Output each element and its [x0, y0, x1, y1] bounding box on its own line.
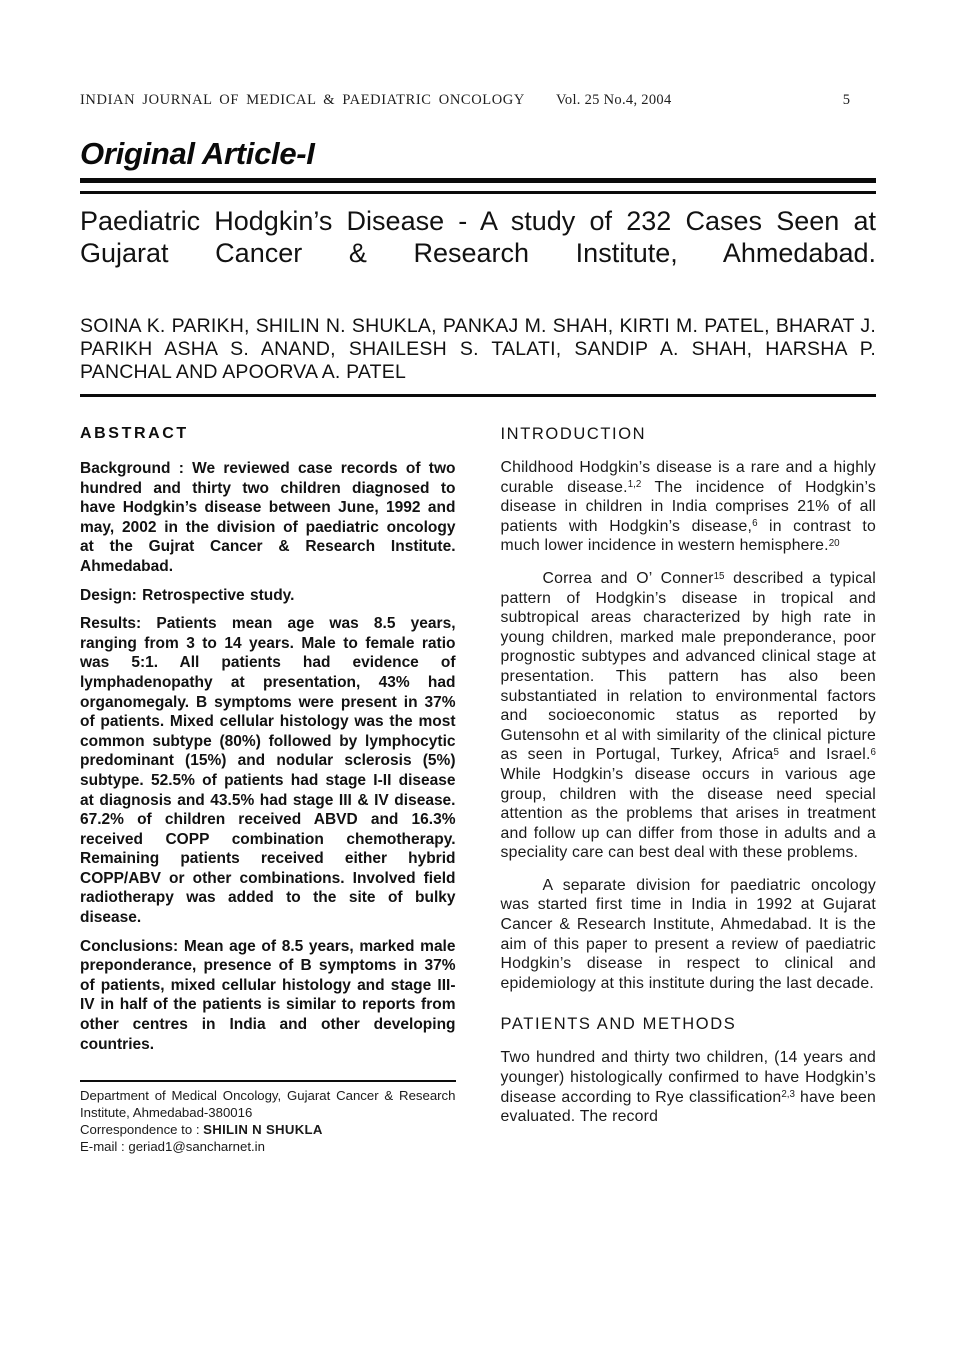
correspondence-line [80, 1122, 456, 1139]
two-column-body [80, 425, 876, 1156]
article-type-heading: Original Article-I [80, 136, 315, 171]
correspondence-name: SHILIN N SHUKLA [203, 1122, 323, 1138]
authors-list: SOINA K. PARIKH, SHILIN N. SHUKLA, PANKAJ M. SHAH, KIRTI M. PATEL, BHARAT J. PARIKH ASHA S. ANAND, SHAILESH S. TALATI, SANDIP A. SHAH, HARSHA P. PANCHAL AND APOORVA A. PATEL [80, 315, 876, 383]
introduction-heading: INTRODUCTION [500, 425, 647, 443]
authors-divider [80, 394, 876, 397]
abstract-column [80, 425, 456, 1156]
abstract-background-paragraph: Background : We reviewed case records of two hundred and thirty two children diagnosed to have Hodgkin’s disease between June, 1992 and may, 2002 in the division of paediatric oncology at the Gujrat Cancer & Research Institute. Ahmedabad. [80, 460, 456, 575]
divider-thick [80, 178, 876, 183]
page-header [80, 92, 876, 110]
page-number: 5 [842, 92, 850, 108]
methods-heading: PATIENTS AND METHODS [500, 1015, 737, 1034]
article-title: Paediatric Hodgkin’s Disease - A study of 232 Cases Seen at Gujarat Cancer & Research Institute, Ahmedabad. [80, 206, 876, 268]
methods-paragraph-1: Two hundred and thirty two children, (14 years and younger) histologically confirmed to have Hodgkin’s disease according to Rye classification$^{2,3}$ have been evaluated. The record [500, 1049, 876, 1126]
divider-thin [80, 191, 876, 194]
journal-title: INDIAN JOURNAL OF MEDICAL & PAEDIATRIC ONCOLOGY [80, 92, 525, 108]
abstract-heading: ABSTRACT [80, 425, 189, 442]
affiliation-line: Department of Medical Oncology, Gujarat Cancer & Research Institute, Ahmedabad-380016 [80, 1088, 456, 1121]
abstract-design-paragraph: Design: Retrospective study. [80, 586, 295, 604]
email-line: E-mail : geriad1@sancharnet.in [80, 1138, 265, 1154]
introduction-paragraph-3: A separate division for paediatric oncology was started first time in India in 1992 at Gujarat Cancer & Research Institute, Ahmedabad. It is the aim of this paper to present a review of paediatric Hodgkin’s disease in respect to clinical and epidemiology at this institute during the last decade. [500, 876, 876, 992]
footnote-block [80, 1080, 456, 1156]
introduction-paragraph-1: Childhood Hodgkin’s disease is a rare and a highly curable disease.$^{1,2}$ The incidence of Hodgkin’s disease in children in India comprises 21% of all patients with Hodgkin’s disease,$^6$ in contrast to much lower incidence in western hemisphere.$^{20}$ [500, 459, 876, 555]
correspondence-label: Correspondence to : [80, 1122, 204, 1138]
abstract-results-paragraph: Results: Patients mean age was 8.5 years, ranging from 3 to 14 years. Male to female ratio was 5:1. All patients had evidence of lymphadenopathy at presentation, 43% had organomegaly. B symptoms were present in 37% of patients. Mixed cellular histology was the most common subtype (80%) followed by lymphocytic predominant (15%) and nodular sclerosis (5%) subtype. 52.5% of patients had stage I-II disease at diagnosis and 43.5% had stage III & IV disease. 67.2% of children received ABVD and 16.3% received COPP combination chemotherapy. Remaining patients received either hybrid COPP/ABV or other combinations. Involved field radiotherapy was added to the site of bulky disease. [80, 615, 456, 927]
abstract-conclusions-paragraph: Conclusions: Mean age of 8.5 years, marked male preponderance, presence of B symptoms in 37% of patients, mixed cellular histology and stage III-IV in half of the patients is similar to reports from other centres in India and other developing countries. [80, 937, 456, 1053]
volume-issue-label: Vol. 25 No.4, 2004 [556, 92, 672, 108]
main-text-column [501, 425, 877, 1156]
page-content [80, 0, 876, 1156]
introduction-paragraph-2: Correa and O’ Conner$^{15}$ described a typical pattern of Hodgkin’s disease in tropical and subtropical areas characterized by high rate in young children, marked male preponderance, poor prognostic subtypes and advanced clinical stage at presentation. This pattern has also been substantiated in relation to environmental factors and socioeconomic status as reported by Gutensohn et al with similarity of the clinical picture as seen in Portugal, Turkey, Africa$^5$ and Israel.$^6$ While Hodgkin’s disease occurs in various age group, children with the disease need special attention as the problems that arises in treatment and follow up can differ from those in adults and a speciality care can best deal with these problems. [500, 569, 876, 862]
